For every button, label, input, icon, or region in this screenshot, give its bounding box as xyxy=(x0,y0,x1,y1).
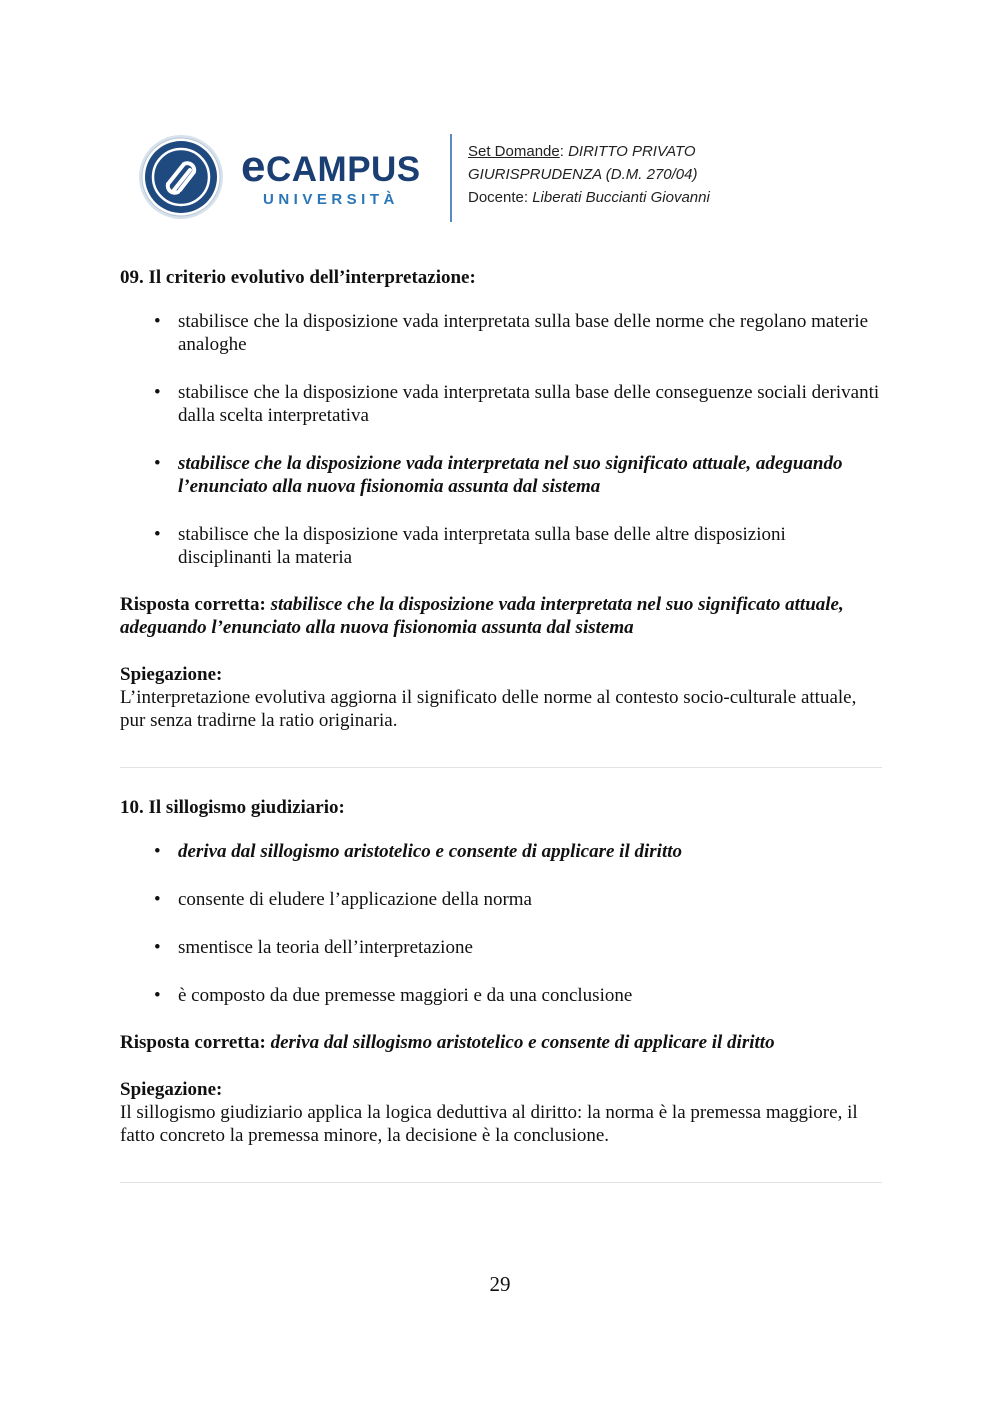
option-item xyxy=(120,310,882,356)
question-title: 09. Il criterio evolutivo dell’interpretazione: xyxy=(120,267,476,288)
bullet-icon: • xyxy=(154,937,161,958)
brand-subtitle: UNIVERSITÀ xyxy=(263,191,399,208)
bullet-icon: • xyxy=(154,382,161,403)
teacher-value: Liberati Buccianti Giovanni xyxy=(532,189,710,206)
bullet-icon: • xyxy=(154,841,161,862)
option-text: smentisce la teoria dell’interpretazione xyxy=(178,937,473,958)
answer-label: Risposta corretta: xyxy=(120,1032,266,1053)
explanation-text: L’interpretazione evolutiva aggiorna il significato delle norme al contesto socio-culturale attuale, pur senza tradirne la ratio originaria. xyxy=(120,687,857,731)
bullet-icon: • xyxy=(154,453,161,474)
teacher-label: Docente xyxy=(468,189,524,206)
page-number: 29 xyxy=(489,1272,511,1296)
explanation-text: Il sillogismo giudiziario applica la logica deduttiva al diritto: la norma è la premessa maggiore, il fatto concreto la premessa minore, la decisione è la conclusione. xyxy=(120,1102,858,1146)
explanation xyxy=(120,663,882,732)
bullet-icon: • xyxy=(154,985,161,1006)
answer-text: deriva dal sillogismo aristotelico e consente di applicare il diritto xyxy=(270,1032,775,1053)
brand-name: CAMPUS xyxy=(265,150,421,189)
option-item-correct xyxy=(120,840,882,863)
header-divider xyxy=(450,134,452,222)
bullet-icon: • xyxy=(154,524,161,545)
brand-prefix: e xyxy=(241,142,266,191)
page-header xyxy=(138,130,758,225)
section-divider xyxy=(120,1182,882,1183)
course-info: Set Domande: DIRITTO PRIVATO GIURISPRUDENZA (D.M. 270/04) Docente: Liberati Buccianti Giovanni xyxy=(468,143,710,206)
question-block xyxy=(120,266,882,732)
explanation-label: Spiegazione: xyxy=(120,1079,223,1100)
option-text: deriva dal sillogismo aristotelico e consente di applicare il diritto xyxy=(178,841,683,862)
university-seal-icon xyxy=(138,134,224,220)
bullet-icon: • xyxy=(154,311,161,332)
set-label: Set Domande xyxy=(468,143,560,160)
correct-answer xyxy=(120,593,882,639)
option-text: consente di eludere l’applicazione della norma xyxy=(178,889,532,910)
explanation-label: Spiegazione: xyxy=(120,664,223,685)
option-text: è composto da due premesse maggiori e da una conclusione xyxy=(178,985,633,1006)
option-item xyxy=(120,381,882,427)
correct-answer xyxy=(120,1031,882,1054)
bullet-icon: • xyxy=(154,889,161,910)
explanation xyxy=(120,1078,882,1147)
option-item xyxy=(120,888,882,911)
options-list xyxy=(120,310,882,569)
option-text: stabilisce che la disposizione vada interpretata sulla base delle altre disposizioni disciplinanti la materia xyxy=(178,524,786,568)
option-text: stabilisce che la disposizione vada interpretata nel suo significato attuale, adeguando l’enunciato alla nuova fisionomia assunta dal sistema xyxy=(178,453,843,497)
section-divider xyxy=(120,767,882,768)
question-title: 10. Il sillogismo giudiziario: xyxy=(120,797,345,818)
brand-logo xyxy=(241,142,421,208)
option-item-correct xyxy=(120,452,882,498)
set-value-2: GIURISPRUDENZA (D.M. 270/04) xyxy=(468,166,698,183)
answer-text: stabilisce che la disposizione vada interpretata nel suo significato attuale, adeguando l’enunciato alla nuova fisionomia assunta dal sistema xyxy=(120,594,844,638)
question-block xyxy=(120,796,882,1147)
option-item xyxy=(120,936,882,959)
options-list xyxy=(120,840,882,1007)
option-item xyxy=(120,984,882,1007)
page-content xyxy=(120,266,882,1183)
option-item xyxy=(120,523,882,569)
set-value: DIRITTO PRIVATO xyxy=(568,143,696,160)
option-text: stabilisce che la disposizione vada interpretata sulla base delle conseguenze sociali derivanti dalla scelta interpretativa xyxy=(178,382,880,426)
answer-label: Risposta corretta: xyxy=(120,594,266,615)
option-text: stabilisce che la disposizione vada interpretata sulla base delle norme che regolano materie analoghe xyxy=(178,311,869,355)
